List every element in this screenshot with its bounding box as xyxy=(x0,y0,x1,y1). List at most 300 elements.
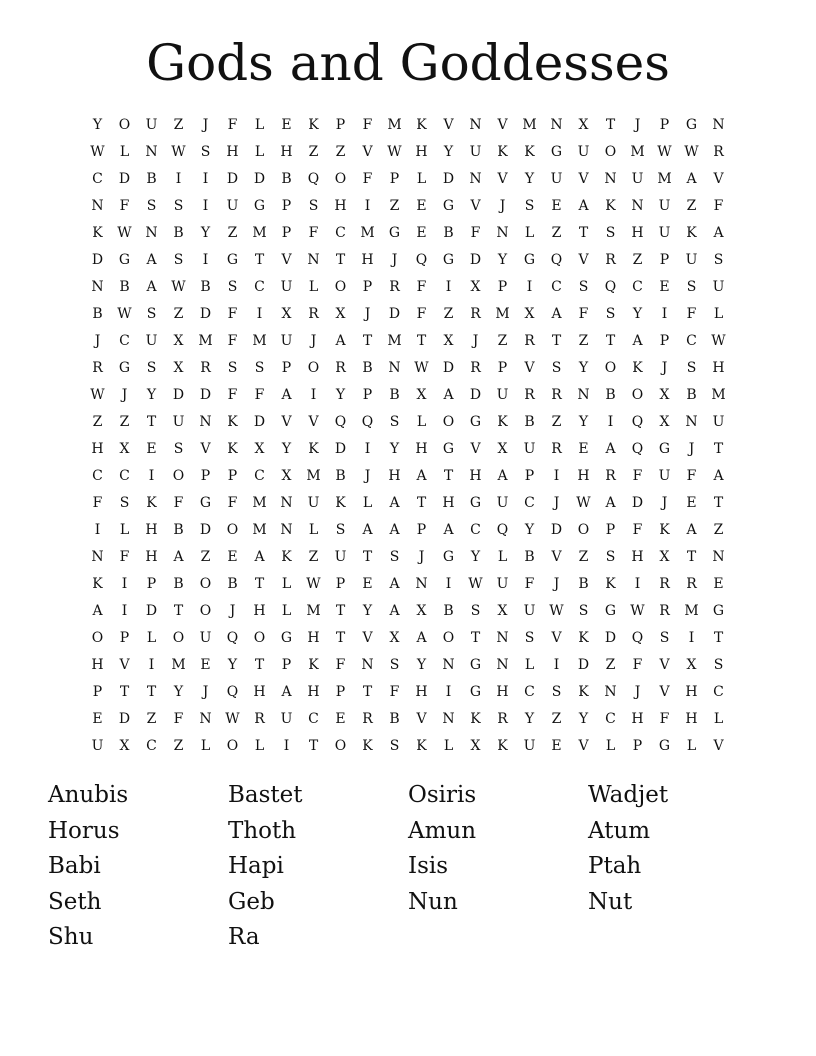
grid-letter: X xyxy=(470,279,481,295)
grid-letter: N xyxy=(388,360,401,376)
grid-letter: W xyxy=(630,603,645,619)
grid-letter: K xyxy=(578,684,589,700)
grid-letter: L xyxy=(497,549,508,565)
grid-letter: D xyxy=(334,441,347,457)
grid-letter: M xyxy=(252,495,267,511)
grid-letter: C xyxy=(92,171,103,187)
grid-letter: Y xyxy=(632,306,643,322)
grid-letter: J xyxy=(202,684,209,700)
grid-letter: N xyxy=(280,495,293,511)
grid-letter: L xyxy=(713,306,724,322)
grid-letter: P xyxy=(362,387,373,403)
grid-letter: P xyxy=(146,576,157,592)
grid-letter: B xyxy=(173,522,184,538)
grid-letter: R xyxy=(470,360,481,376)
grid-letter: Y xyxy=(281,441,292,457)
grid-letter: I xyxy=(148,468,155,484)
grid-letter: U xyxy=(631,171,644,187)
grid-letter: S xyxy=(605,549,616,565)
grid-letter: U xyxy=(496,495,509,511)
grid-letter: H xyxy=(685,684,698,700)
grid-letter: O xyxy=(442,630,455,646)
grid-letter: Y xyxy=(389,441,400,457)
grid-letter: W xyxy=(306,576,321,592)
grid-letter: S xyxy=(686,360,697,376)
grid-letter: Y xyxy=(578,711,589,727)
grid-letter: N xyxy=(91,198,104,214)
grid-letter: C xyxy=(713,684,724,700)
grid-letter: Y xyxy=(335,387,346,403)
grid-letter: F xyxy=(632,522,643,538)
grid-letter: A xyxy=(146,279,157,295)
grid-letter: V xyxy=(578,738,589,754)
grid-letter: C xyxy=(605,711,616,727)
grid-letter: B xyxy=(281,171,292,187)
grid-letter: G xyxy=(658,738,671,754)
grid-letter: S xyxy=(389,738,400,754)
grid-letter: A xyxy=(605,495,616,511)
grid-letter: L xyxy=(524,657,535,673)
grid-letter: F xyxy=(335,657,346,673)
grid-letter: G xyxy=(523,252,536,268)
grid-letter: C xyxy=(632,279,643,295)
word-list-item: Horus xyxy=(48,817,120,844)
grid-letter: T xyxy=(335,630,346,646)
grid-letter: C xyxy=(524,495,535,511)
grid-letter: C xyxy=(686,333,697,349)
grid-letter: V xyxy=(497,171,508,187)
grid-letter: Y xyxy=(362,603,373,619)
grid-letter: D xyxy=(199,306,212,322)
grid-letter: J xyxy=(553,495,560,511)
grid-letter: D xyxy=(442,360,455,376)
grid-letter: J xyxy=(634,117,641,133)
grid-letter: K xyxy=(362,738,373,754)
grid-letter: L xyxy=(254,117,265,133)
grid-letter: S xyxy=(146,198,157,214)
grid-letter: P xyxy=(605,522,616,538)
grid-letter: W xyxy=(711,333,726,349)
grid-letter: Y xyxy=(416,657,427,673)
grid-letter: M xyxy=(306,468,321,484)
grid-letter: B xyxy=(389,387,400,403)
word-list-item: Anubis xyxy=(48,782,129,808)
grid-letter: C xyxy=(551,279,562,295)
word-list-item: Seth xyxy=(48,888,102,915)
grid-letter: S xyxy=(551,360,562,376)
grid-letter: L xyxy=(308,279,319,295)
grid-letter: K xyxy=(227,414,238,430)
grid-letter: L xyxy=(281,603,292,619)
grid-letter: R xyxy=(200,360,211,376)
grid-letter: V xyxy=(362,144,373,160)
grid-letter: S xyxy=(173,252,184,268)
grid-letter: X xyxy=(416,387,427,403)
grid-letter: V xyxy=(713,738,724,754)
grid-letter: V xyxy=(551,549,562,565)
grid-letter: T xyxy=(254,576,265,592)
grid-letter: E xyxy=(713,576,724,592)
grid-letter: M xyxy=(657,171,672,187)
grid-letter: E xyxy=(362,576,373,592)
grid-letter: H xyxy=(226,144,239,160)
grid-letter: P xyxy=(281,360,292,376)
grid-letter: R xyxy=(524,333,535,349)
grid-letter: X xyxy=(659,549,670,565)
page-title: Gods and Goddesses xyxy=(146,34,670,92)
grid-letter: I xyxy=(364,198,371,214)
grid-letter: S xyxy=(470,603,481,619)
grid-letter: B xyxy=(92,306,103,322)
grid-letter: O xyxy=(226,522,239,538)
grid-letter: U xyxy=(658,225,671,241)
grid-letter: V xyxy=(308,414,319,430)
grid-letter: Z xyxy=(227,225,238,241)
grid-letter: S xyxy=(578,603,589,619)
grid-letter: H xyxy=(145,549,158,565)
grid-letter: D xyxy=(226,171,239,187)
grid-letter: D xyxy=(550,522,563,538)
grid-letter: U xyxy=(712,414,725,430)
word-list xyxy=(48,778,768,956)
grid-letter: O xyxy=(199,576,212,592)
grid-letter: Q xyxy=(496,522,509,538)
grid-letter: W xyxy=(576,495,591,511)
word-list-item: Bastet xyxy=(228,782,303,808)
grid-letter: M xyxy=(495,306,510,322)
grid-letter: N xyxy=(361,657,374,673)
grid-letter: N xyxy=(577,387,590,403)
grid-letter: Y xyxy=(470,549,481,565)
grid-letter: Y xyxy=(578,360,589,376)
grid-letter: S xyxy=(578,279,589,295)
grid-letter: C xyxy=(92,468,103,484)
word-list-item: Osiris xyxy=(408,782,477,808)
grid-letter: T xyxy=(146,684,157,700)
grid-letter: H xyxy=(415,144,428,160)
grid-letter: Z xyxy=(497,333,508,349)
grid-letter: A xyxy=(632,333,643,349)
grid-letter: E xyxy=(416,198,427,214)
grid-letter: F xyxy=(524,576,535,592)
grid-letter: V xyxy=(578,171,589,187)
word-list-item: Babi xyxy=(48,853,101,879)
grid-letter: X xyxy=(389,630,400,646)
grid-letter: I xyxy=(121,603,128,619)
grid-letter: N xyxy=(631,198,644,214)
grid-letter: A xyxy=(389,495,400,511)
grid-letter: N xyxy=(685,414,698,430)
grid-letter: H xyxy=(334,198,347,214)
grid-letter: B xyxy=(524,414,535,430)
grid-letter: T xyxy=(713,495,724,511)
grid-letter: V xyxy=(578,252,589,268)
grid-letter: F xyxy=(227,333,238,349)
grid-letter: A xyxy=(713,225,724,241)
grid-letter: D xyxy=(172,387,185,403)
grid-letter: A xyxy=(497,468,508,484)
grid-letter: G xyxy=(442,198,455,214)
grid-letter: Z xyxy=(119,414,130,430)
grid-letter: S xyxy=(524,198,535,214)
grid-letter: X xyxy=(119,441,130,457)
grid-letter: S xyxy=(227,279,238,295)
grid-letter: I xyxy=(688,630,695,646)
grid-letter: T xyxy=(173,603,184,619)
grid-letter: N xyxy=(442,711,455,727)
grid-letter: R xyxy=(659,603,670,619)
grid-letter: G xyxy=(469,414,482,430)
grid-letter: J xyxy=(499,198,506,214)
grid-letter: P xyxy=(335,684,346,700)
grid-letter: K xyxy=(659,522,670,538)
grid-letter: D xyxy=(253,414,266,430)
grid-letter: B xyxy=(146,171,157,187)
grid-letter: U xyxy=(280,333,293,349)
grid-letter: S xyxy=(605,306,616,322)
grid-letter: J xyxy=(94,333,101,349)
grid-letter: E xyxy=(416,225,427,241)
grid-letter: H xyxy=(631,549,644,565)
grid-letter: Q xyxy=(604,279,617,295)
grid-letter: K xyxy=(605,198,616,214)
grid-letter: T xyxy=(335,603,346,619)
grid-letter: Y xyxy=(173,684,184,700)
grid-letter: G xyxy=(118,252,131,268)
word-list-item: Hapi xyxy=(228,853,284,879)
grid-letter: Q xyxy=(631,441,644,457)
grid-letter: W xyxy=(414,360,429,376)
grid-letter: R xyxy=(470,306,481,322)
grid-letter: N xyxy=(91,549,104,565)
grid-letter: X xyxy=(443,333,454,349)
grid-letter: N xyxy=(712,549,725,565)
grid-letter: X xyxy=(173,360,184,376)
grid-letter: Z xyxy=(308,144,319,160)
grid-letter: K xyxy=(308,117,319,133)
grid-letter: B xyxy=(173,576,184,592)
grid-letter: D xyxy=(577,657,590,673)
grid-letter: C xyxy=(335,225,346,241)
grid-letter: H xyxy=(253,603,266,619)
grid-letter: F xyxy=(713,198,724,214)
grid-letter: W xyxy=(117,306,132,322)
grid-letter: A xyxy=(254,549,265,565)
grid-letter: W xyxy=(225,711,240,727)
grid-letter: U xyxy=(172,414,185,430)
grid-letter: I xyxy=(202,252,209,268)
grid-letter: K xyxy=(470,711,481,727)
word-list-item: Thoth xyxy=(228,817,297,844)
grid-letter: D xyxy=(604,630,617,646)
grid-letter: I xyxy=(607,414,614,430)
grid-letter: P xyxy=(632,738,643,754)
grid-letter: Z xyxy=(578,549,589,565)
grid-letter: F xyxy=(227,306,238,322)
grid-letter: P xyxy=(659,333,670,349)
grid-letter: V xyxy=(659,684,670,700)
grid-letter: H xyxy=(631,711,644,727)
grid-letter: Z xyxy=(146,711,157,727)
grid-letter: N xyxy=(496,657,509,673)
grid-letter: F xyxy=(362,171,373,187)
grid-letter: V xyxy=(659,657,670,673)
grid-letter: Z xyxy=(92,414,103,430)
grid-letter: U xyxy=(334,549,347,565)
grid-letter: K xyxy=(308,441,319,457)
grid-letter: W xyxy=(387,144,402,160)
grid-letter: Q xyxy=(631,414,644,430)
grid-letter: F xyxy=(416,279,427,295)
grid-letter: Z xyxy=(443,306,454,322)
grid-letter: A xyxy=(92,603,103,619)
grid-letter: O xyxy=(253,630,266,646)
grid-letter: B xyxy=(443,225,454,241)
word-list-item: Ptah xyxy=(588,853,642,879)
grid-letter: Y xyxy=(92,117,103,133)
grid-letter: E xyxy=(551,198,562,214)
grid-letter: L xyxy=(416,171,427,187)
grid-letter: V xyxy=(281,252,292,268)
grid-letter: F xyxy=(254,387,265,403)
grid-letter: J xyxy=(688,441,695,457)
grid-letter: P xyxy=(362,279,373,295)
grid-letter: F xyxy=(632,657,643,673)
grid-letter: N xyxy=(604,684,617,700)
grid-letter: S xyxy=(713,252,724,268)
grid-letter: G xyxy=(253,198,266,214)
grid-letter: Y xyxy=(524,171,535,187)
grid-letter: E xyxy=(551,738,562,754)
grid-letter: X xyxy=(119,738,130,754)
grid-letter: X xyxy=(416,603,427,619)
grid-letter: H xyxy=(496,684,509,700)
grid-letter: Q xyxy=(415,252,428,268)
grid-letter: K xyxy=(632,360,643,376)
grid-letter: N xyxy=(550,117,563,133)
grid-letter: Y xyxy=(200,225,211,241)
grid-letter: T xyxy=(578,225,589,241)
grid-letter: T xyxy=(119,684,130,700)
grid-letter: K xyxy=(227,441,238,457)
grid-letter: Y xyxy=(524,522,535,538)
grid-letter: U xyxy=(496,387,509,403)
grid-letter: U xyxy=(550,171,563,187)
grid-letter: H xyxy=(91,657,104,673)
grid-letter: D xyxy=(469,252,482,268)
grid-letter: V xyxy=(119,657,130,673)
grid-letter: V xyxy=(416,711,427,727)
grid-letter: J xyxy=(391,252,398,268)
grid-letter: D xyxy=(199,387,212,403)
grid-letter: L xyxy=(119,144,130,160)
grid-letter: F xyxy=(227,387,238,403)
grid-letter: F xyxy=(119,549,130,565)
grid-letter: R xyxy=(497,711,508,727)
grid-letter: L xyxy=(308,522,319,538)
grid-letter: M xyxy=(252,333,267,349)
grid-letter: V xyxy=(443,117,454,133)
grid-letter: I xyxy=(310,387,317,403)
grid-letter: D xyxy=(253,171,266,187)
grid-letter: Z xyxy=(173,117,184,133)
grid-letter: Z xyxy=(551,414,562,430)
grid-letter: X xyxy=(281,306,292,322)
grid-letter: H xyxy=(415,441,428,457)
grid-letter: L xyxy=(362,495,373,511)
grid-letter: J xyxy=(634,684,641,700)
grid-letter: O xyxy=(631,387,644,403)
grid-letter: S xyxy=(146,360,157,376)
grid-letter: V xyxy=(200,441,211,457)
grid-letter: U xyxy=(91,738,104,754)
grid-letter: P xyxy=(92,684,103,700)
grid-letter: V xyxy=(470,198,481,214)
grid-letter: K xyxy=(497,738,508,754)
grid-letter: M xyxy=(711,387,726,403)
grid-letter: O xyxy=(118,117,131,133)
grid-letter: A xyxy=(389,603,400,619)
grid-letter: D xyxy=(145,603,158,619)
grid-letter: F xyxy=(470,225,481,241)
grid-letter: I xyxy=(175,171,182,187)
grid-letter: E xyxy=(92,711,103,727)
grid-letter: N xyxy=(91,279,104,295)
grid-letter: A xyxy=(389,576,400,592)
grid-letter: S xyxy=(686,279,697,295)
grid-letter: G xyxy=(550,144,563,160)
grid-letter: X xyxy=(659,414,670,430)
grid-letter: H xyxy=(361,252,374,268)
grid-letter: Q xyxy=(361,414,374,430)
grid-letter: A xyxy=(686,171,697,187)
grid-letter: A xyxy=(281,684,292,700)
grid-letter: I xyxy=(661,306,668,322)
word-list-item: Wadjet xyxy=(588,782,669,808)
grid-letter: B xyxy=(524,549,535,565)
grid-letter: V xyxy=(281,414,292,430)
grid-letter: T xyxy=(362,333,373,349)
grid-letter: R xyxy=(605,252,616,268)
grid-letter: F xyxy=(173,711,184,727)
grid-letter: W xyxy=(684,144,699,160)
grid-letter: F xyxy=(308,225,319,241)
grid-letter: U xyxy=(577,144,590,160)
grid-letter: J xyxy=(229,603,236,619)
grid-letter: F xyxy=(416,306,427,322)
grid-letter: O xyxy=(604,360,617,376)
grid-letter: Z xyxy=(686,198,697,214)
grid-letter: B xyxy=(686,387,697,403)
grid-letter: P xyxy=(200,468,211,484)
grid-letter: X xyxy=(173,333,184,349)
grid-letter: A xyxy=(146,252,157,268)
grid-letter: W xyxy=(171,279,186,295)
grid-letter: J xyxy=(121,387,128,403)
grid-letter: N xyxy=(307,252,320,268)
grid-letter: A xyxy=(335,333,346,349)
grid-letter: S xyxy=(551,684,562,700)
grid-letter: B xyxy=(605,387,616,403)
word-list-item: Amun xyxy=(408,817,477,844)
grid-letter: U xyxy=(226,198,239,214)
grid-letter: K xyxy=(146,495,157,511)
grid-letter: S xyxy=(308,198,319,214)
grid-letter: T xyxy=(713,630,724,646)
grid-letter: W xyxy=(90,387,105,403)
grid-letter: X xyxy=(281,468,292,484)
grid-letter: W xyxy=(657,144,672,160)
